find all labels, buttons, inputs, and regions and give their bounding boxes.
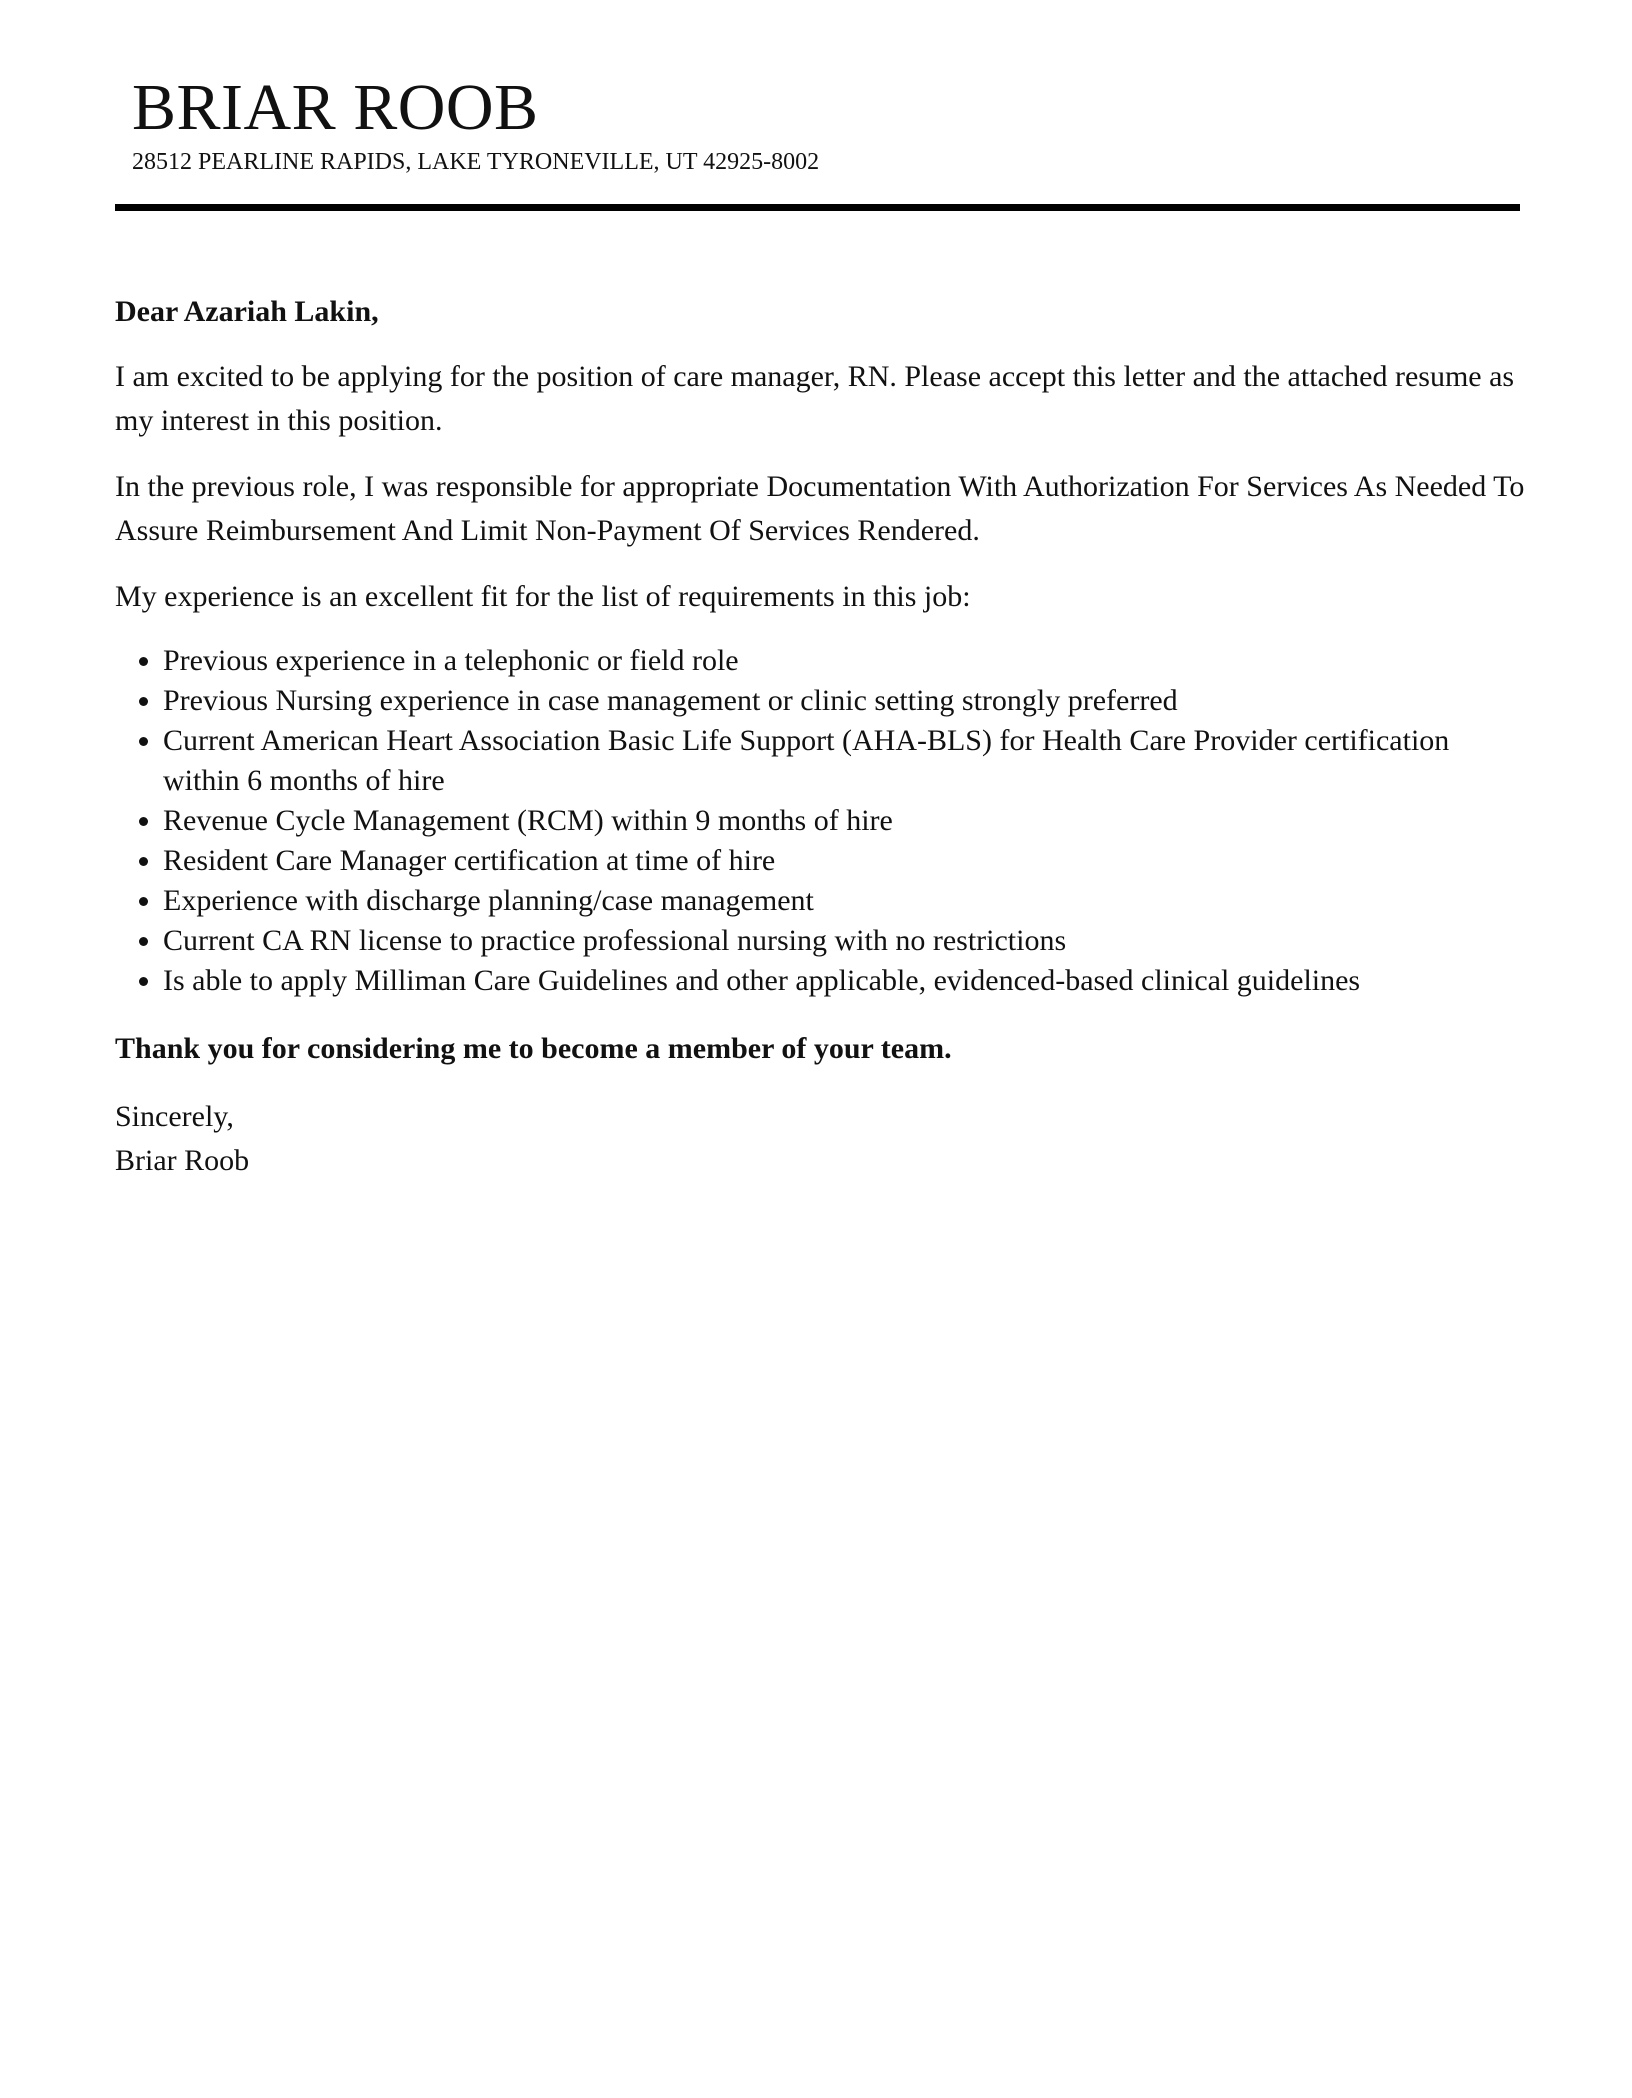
list-item: • Is able to apply Milliman Care Guidelines and other applicable, evidenced-based clinical guidelines xyxy=(163,961,1525,1001)
header-divider xyxy=(115,204,1520,211)
list-item: • Previous Nursing experience in case management or clinic setting strongly preferred xyxy=(163,681,1525,721)
signature-name: Briar Roob xyxy=(115,1144,250,1177)
list-item: • Resident Care Manager certification at time of hire xyxy=(163,841,1525,881)
applicant-name: BRIAR ROOB xyxy=(132,71,539,144)
signoff: Sincerely, xyxy=(115,1100,234,1133)
letter-body xyxy=(115,290,1525,1183)
list-item: • Current CA RN license to practice professional nursing with no restrictions xyxy=(163,921,1525,961)
experience-paragraph: In the previous role, I was responsible for appropriate Documentation With Authorization For Services As Needed To Assure Reimbursement And Limit Non-Payment Of Services Rendered. xyxy=(115,470,1525,547)
closing-line: Thank you for considering me to become a member of your team. xyxy=(115,1032,952,1065)
intro-paragraph: I am excited to be applying for the position of care manager, RN. Please accept this letter and the attached resume as my interest in this position. xyxy=(115,360,1515,437)
applicant-address: 28512 PEARLINE RAPIDS, LAKE TYRONEVILLE, UT 42925-8002 xyxy=(132,149,820,175)
requirements-intro: My experience is an excellent fit for the list of requirements in this job: xyxy=(115,580,971,613)
list-item: • Revenue Cycle Management (RCM) within 9 months of hire xyxy=(163,801,1525,841)
list-item: • Experience with discharge planning/case management xyxy=(163,881,1525,921)
list-item: • Previous experience in a telephonic or field role xyxy=(163,641,1525,681)
greeting: Dear Azariah Lakin, xyxy=(115,295,379,328)
requirements-list xyxy=(115,641,1525,1001)
list-item: • Current American Heart Association Basic Life Support (AHA-BLS) for Health Care Provider certification within 6 months of hire xyxy=(163,721,1525,801)
